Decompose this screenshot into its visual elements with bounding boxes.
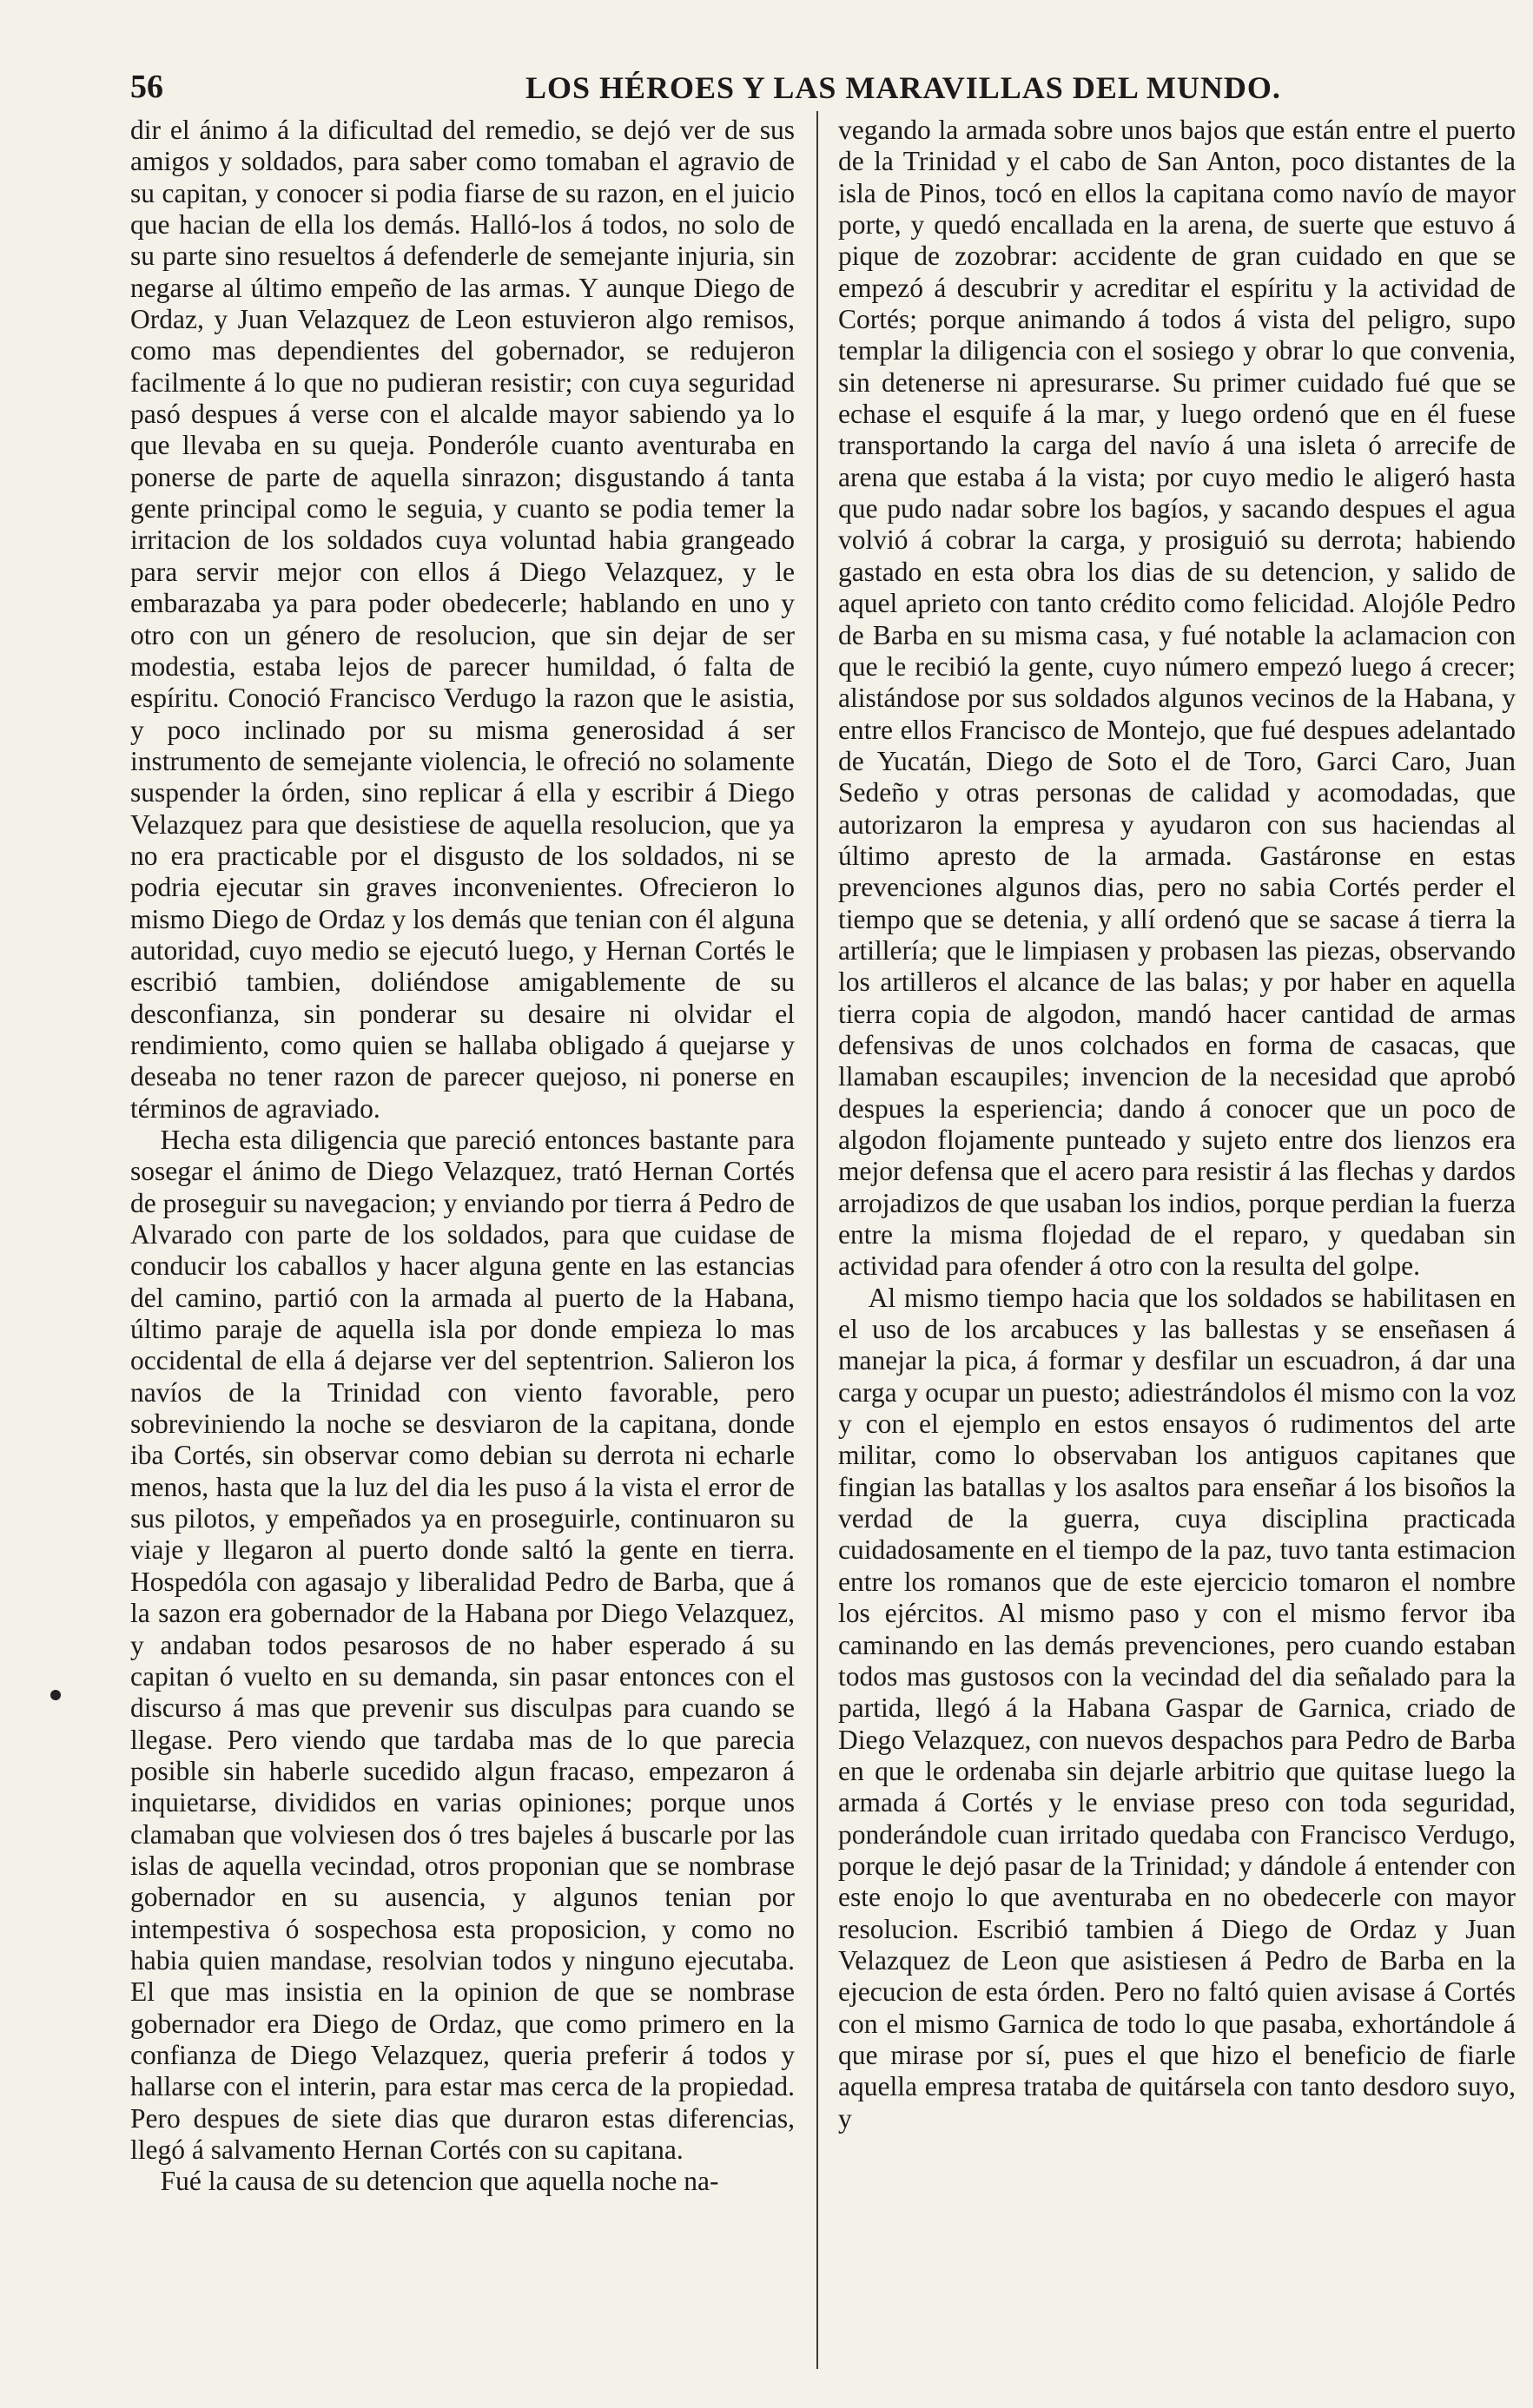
column-divider [816, 111, 818, 2369]
paragraph: Al mismo tiempo hacia que los soldados se habilitasen en el uso de los arcabuces y las ballestas y se enseñasen á manejar la pica, á formar y desfilar un escuadron, á dar una carga y ocupar un puesto; adiestrándolos él mismo con la voz y con el ejemplo en estos ensayos ó rudimentos del arte militar, como lo observaban los antiguos capitanes que fingian las batallas y los asaltos para enseñar á los bisoños la verdad de la guerra, cuya disciplina practicada cuidadosamente en el tiempo de la paz, tuvo tanta estimacion entre los romanos que de este ejercicio tomaron el nombre los ejércitos. Al mismo paso y con el mismo fervor iba caminando en las demás prevenciones, pero cuando estaban todos mas gustosos con la vecindad del dia señalado para la partida, llegó á la Habana Gaspar de Garnica, criado de Diego Velazquez, con nuevos despachos para Pedro de Barba en que le ordenaba sin dejarle arbitrio que quitase luego la armada á Cortés y le enviase preso con toda seguridad, ponderándole cuan irritado quedaba con Francisco Verdugo, porque le dejó pasar de la Trinidad; y dándole á entender con este enojo lo que aventuraba en no obedecerle con mayor resolucion. Escribió tambien á Diego de Ordaz y Juan Velazquez de Leon que asistiesen á Pedro de Barba en la ejecucion de esta órden. Pero no faltó quien avisase á Cortés con el mismo Garnica de todo lo que pasaba, exhortándole á que mirase por sí, pues el que hizo el beneficio de fiarle aquella empresa trataba de quitársela con tanto desdoro suyo, y [838, 1282, 1516, 2134]
paragraph: Hecha esta diligencia que pareció entonces bastante para sosegar el ánimo de Diego Velazquez, trató Hernan Cortés de proseguir su navegacion; y enviando por tierra á Pedro de Alvarado con parte de los soldados, para que cuidase de conducir los caballos y hacer alguna gente en las estancias del camino, partió con la armada al puerto de la Habana, último paraje de aquella isla por donde empieza lo mas occidental de ella á dejarse ver del septentrion. Salieron los navíos de la Trinidad con viento favorable, pero sobreviniendo la noche se desviaron de la capitana, donde iba Cortés, sin observar como debian su derrota ni echarle menos, hasta que la luz del dia les puso á la vista el error de sus pilotos, y empeñados ya en proseguirle, continuaron su viaje y llegaron al puerto donde saltó la gente en tierra. Hospedóla con agasajo y liberalidad Pedro de Barba, que á la sazon era gobernador de la Habana por Diego Velazquez, y andaban todos pesarosos de no haber esperado á su capitan ó vuelto en su demanda, sin pasar entonces con el discurso á mas que prevenir sus disculpas para cuando se llegase. Pero viendo que tardaba mas de lo que parecia posible sin haberle sucedido algun fracaso, empezaron á inquietarse, divididos en varias opiniones; porque unos clamaban que volviesen dos ó tres bajeles á buscarle por las islas de aquella vecindad, otros proponian que se nombrase gobernador en su ausencia, y algunos tenian por intempestiva ó sospechosa esta proposicion, y como no habia quien mandase, resolvian todos y ninguno ejecutaba. El que mas insistia en la opinion de que se nombrase gobernador era Diego de Ordaz, que como primero en la confianza de Diego Velazquez, queria preferir á todos y hallarse con el interin, para estar mas cerca de la propiedad. Pero despues de siete dias que duraron estas diferencias, llegó á salvamento Hernan Cortés con su capitana. [130, 1125, 795, 2165]
page-number: 56 [130, 69, 163, 105]
running-title: LOS HÉROES Y LAS MARAVILLAS DEL MUNDO. [525, 70, 1281, 105]
left-column [130, 115, 795, 2198]
paragraph: dir el ánimo á la dificultad del remedio, se dejó ver de sus amigos y soldados, para saber como tomaban el agravio de su capitan, y conocer si podia fiarse de su razon, en el juicio que hacian de ella los demás. Halló-los á todos, no solo de su parte sino resueltos á defenderle de semejante injuria, sin negarse al último empeño de las armas. Y aunque Diego de Ordaz, y Juan Velazquez de Leon estuvieron algo remisos, como mas dependientes del gobernador, se redujeron facilmente á lo que no pudieran resistir; con cuya seguridad pasó despues á verse con el alcalde mayor sabiendo ya lo que llevaba en su queja. Ponderóle cuanto aventuraba en ponerse de parte de aquella sinrazon; disgustando á tanta gente principal como le seguia, y cuanto se podia temer la irritacion de los soldados cuya voluntad habia grangeado para servir mejor con ellos á Diego Velazquez, y le embarazaba ya para poder obedecerle; hablando en uno y otro con un género de resolucion, que sin dejar de ser modestia, estaba lejos de parecer humildad, ó falta de espíritu. Conoció Francisco Verdugo la razon que le asistia, y poco inclinado por su misma generosidad á ser instrumento de semejante violencia, le ofreció no solamente suspender la órden, sino replicar á ella y escribir á Diego Velazquez para que desistiese de aquella resolucion, que ya no era practicable por el disgusto de los soldados, ni se podria ejecutar sin graves inconvenientes. Ofrecieron lo mismo Diego de Ordaz y los demás que tenian con él alguna autoridad, cuyo medio se ejecutó luego, y Hernan Cortés le escribió tambien, doliéndose amigablemente de su desconfianza, sin ponderar su desaire ni olvidar el rendimiento, como quien se hallaba obligado á quejarse y deseaba no tener razon de parecer quejoso, ni ponerse en términos de agraviado. [130, 115, 795, 1124]
paragraph: Fué la causa de su detencion que aquella noche na- [160, 2166, 719, 2197]
paragraph: vegando la armada sobre unos bajos que están entre el puerto de la Trinidad y el cabo de San Anton, poco distantes de la isla de Pinos, tocó en ellos la capitana como navío de mayor porte, y quedó encallada en la arena, de suerte que estuvo á pique de zozobrar: accidente de gran cuidado en que se empezó á descubrir y acreditar el espíritu y la actividad de Cortés; porque animando á todos á vista del peligro, supo templar la diligencia con el sosiego y obrar lo que convenia, sin detenerse ni apresurarse. Su primer cuidado fué que se echase el esquife á la mar, y luego ordenó que en él fuese transportando la carga del navío á una isleta ó arrecife de arena que estaba á la vista; por cuyo medio le aligeró hasta que pudo nadar sobre los bagíos, y sacando despues el agua volvió á cobrar la carga, y prosiguió su derrota; habiendo gastado en esta obra los dias de su detencion, y salido de aquel aprieto con tanto crédito como felicidad. Alojóle Pedro de Barba en su misma casa, y fué notable la aclamacion con que le recibió la gente, cuyo número empezó luego á crecer; alistándose por sus soldados algunos vecinos de la Habana, y entre ellos Francisco de Montejo, que fué despues adelantado de Yucatán, Diego de Soto el de Toro, Garci Caro, Juan Sedeño y otras personas de calidad y acomodadas, que autorizaron la empresa y ayudaron con sus haciendas al último apresto de la armada. Gastáronse en estas prevenciones algunos dias, pero no sabia Cortés perder el tiempo que se detenia, y allí ordenó que se sacase á tierra la artillería; que le limpiasen y probasen las piezas, observando los artilleros el alcance de las balas; y por haber en aquella tierra copia de algodon, mandó hacer cantidad de armas defensivas de unos colchados en forma de casacas, que llamaban escaupiles; invencion de la necesidad que aprobó despues la esperiencia; dando á conocer que un poco de algodon flojamente punteado y sujeto entre dos lienzos era mejor defensa que el acero para resistir á las flechas y dardos arrojadizos de que usaban los indios, porque perdian la fuerza entre la misma flojedad de el reparo, y quedaban sin actividad para ofender á otro con la resulta del golpe. [838, 115, 1516, 1282]
ink-spot [50, 1690, 61, 1700]
right-column [838, 115, 1516, 2134]
